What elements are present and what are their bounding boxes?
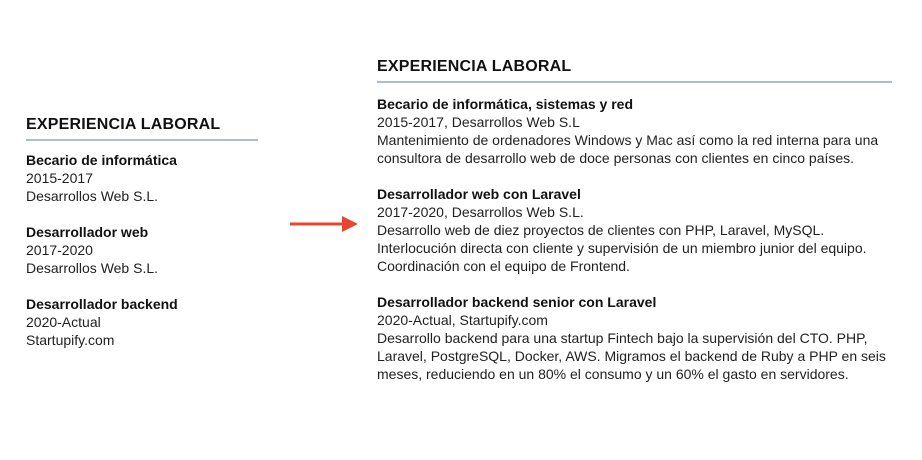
entry-title: Desarrollador backend [26, 296, 178, 312]
entry-title: Becario de informática, sistemas y red [377, 96, 633, 112]
entry-meta: 2017-2020, Desarrollos Web S.L. [377, 204, 584, 220]
entry-meta: 2015-2017, Desarrollos Web S.L [377, 114, 580, 130]
experience-entry [377, 185, 892, 275]
entry-title: Desarrollador backend senior con Laravel [377, 294, 657, 310]
entry-description: Mantenimiento de ordenadores Windows y Mac así como la red interna para una consultora de desarrollo web de doce personas con clientes en cinco países. [377, 132, 879, 166]
entry-dates: 2017-2020 [26, 242, 93, 258]
entry-company: Desarrollos Web S.L. [26, 260, 159, 276]
entry-title: Desarrollador web con Laravel [377, 186, 581, 202]
section-heading: EXPERIENCIA LABORAL [377, 57, 892, 83]
entry-title: Becario de informática [26, 152, 177, 168]
experience-entry [26, 295, 258, 349]
entry-dates: 2015-2017 [26, 170, 93, 186]
entry-title: Desarrollador web [26, 224, 149, 240]
section-heading: EXPERIENCIA LABORAL [26, 115, 258, 141]
cv-section-after [377, 57, 892, 401]
experience-entry [377, 95, 892, 167]
entry-description: Desarrollo backend para una startup Fintech bajo la supervisión del CTO. PHP, Laravel, PostgreSQL, Docker, AWS. Migramos el backend de Ruby a PHP en seis meses, reduciendo en un 80% el consumo y un 60% el gasto en servidores. [377, 330, 886, 382]
experience-entry [377, 293, 892, 383]
entry-company: Startupify.com [26, 332, 115, 348]
entry-description: Desarrollo web de diez proyectos de clientes con PHP, Laravel, MySQL. Interlocución directa con cliente y supervisión de un miembro junior del equipo. Coordinación con el equipo de Frontend. [377, 222, 867, 274]
experience-entry [26, 151, 258, 205]
entry-meta: 2020-Actual, Startupify.com [377, 312, 548, 328]
right-arrow-icon [290, 213, 360, 235]
entry-company: Desarrollos Web S.L. [26, 188, 159, 204]
cv-section-before [26, 115, 258, 367]
experience-entry [26, 223, 258, 277]
entry-dates: 2020-Actual [26, 314, 101, 330]
